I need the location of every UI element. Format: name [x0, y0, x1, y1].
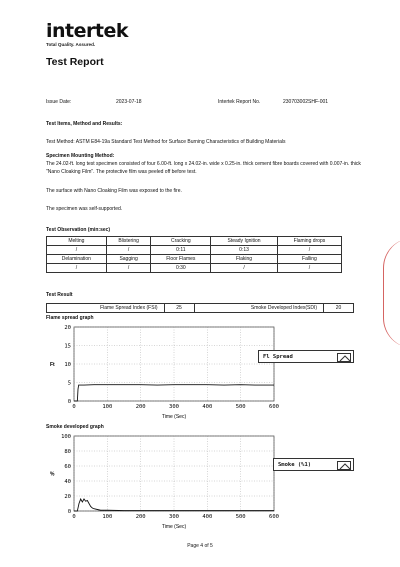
y-tick-label: 20: [64, 324, 71, 331]
smoke-developed-chart: [46, 432, 286, 531]
report-no-value: 230703002SHF-001: [283, 99, 329, 105]
chevron-up-icon: [337, 353, 351, 362]
items-heading: Test Items, Method and Results:: [46, 121, 123, 127]
sdi-value: 20: [324, 304, 354, 313]
x-tick-label: 0: [72, 514, 76, 520]
x-tick-label: 400: [202, 514, 213, 520]
smoke-legend: [273, 458, 354, 471]
x-tick-label: 300: [169, 404, 179, 410]
table-cell: /: [106, 264, 151, 273]
x-tick-label: 400: [202, 404, 213, 410]
table-cell: Cracking: [151, 237, 211, 246]
y-tick-label: 60: [64, 463, 71, 470]
flame-chart-title: Flame spread graph: [46, 315, 94, 321]
intertek-logo: intertek: [46, 20, 128, 42]
table-row: [47, 255, 342, 264]
table-row: [47, 246, 342, 255]
table-row: [47, 237, 342, 246]
chevron-up-icon: [337, 461, 351, 470]
table-cell: Steady Ignition: [211, 237, 278, 246]
y-tick-label: 0: [67, 508, 71, 515]
support-text: The specimen was self-supported.: [46, 206, 123, 212]
observation-table: [46, 236, 342, 273]
y-tick-label: 0: [67, 398, 71, 405]
y-axis-label: Ft: [50, 362, 55, 368]
table-cell: Flaming drops: [277, 237, 341, 246]
sdi-label: Smoke Developed Index(SDI): [194, 304, 324, 313]
report-no-label: Intertek Report No.: [218, 99, 261, 105]
table-cell: 0:11: [151, 246, 211, 255]
table-cell: 0:30: [151, 264, 211, 273]
mounting-heading: Specimen Mounting Method:: [46, 153, 115, 159]
table-cell: /: [106, 246, 151, 255]
y-tick-label: 5: [67, 380, 71, 387]
table-cell: 0:13: [211, 246, 278, 255]
x-tick-label: 600: [269, 514, 279, 520]
issue-date-label: Issue Date:: [46, 99, 72, 105]
table-cell: Falling: [277, 255, 341, 264]
fsi-label: Flame Spread Index (FSI): [47, 304, 165, 313]
table-cell: Blistering: [106, 237, 151, 246]
result-table: [46, 303, 354, 313]
issue-date-value: 2023-07-18: [116, 99, 142, 105]
x-tick-label: 100: [102, 404, 113, 410]
flame-legend-label: Fl Spread: [263, 353, 293, 360]
table-cell: /: [47, 246, 107, 255]
flame-legend: [258, 350, 354, 363]
x-tick-label: 200: [135, 404, 146, 410]
table-cell: /: [277, 264, 341, 273]
seal-stamp: [383, 238, 400, 348]
exposed-text: The surface with Nano Cloaking Film was exposed to the fire.: [46, 188, 182, 194]
x-tick-label: 500: [235, 404, 246, 410]
flame-spread-chart: [46, 323, 286, 421]
mounting-text: The 24.02-ft. long test specimen consisted of four 6.00-ft. long x 24.02-in. wide x 0.25-in. thick cement fibre boards covered with 0.007-in. thick "Nano Cloaking Film". The protective film was peeled off before test.: [46, 161, 361, 175]
x-tick-label: 0: [72, 404, 76, 410]
y-tick-label: 20: [64, 493, 71, 500]
x-tick-label: 200: [135, 514, 146, 520]
y-tick-label: 15: [64, 343, 71, 350]
page-number: Page 4 of 5: [187, 543, 213, 549]
observation-heading: Test Observation (min:sec): [46, 227, 111, 233]
table-cell: Flaking: [211, 255, 278, 264]
smoke-chart-title: Smoke developed graph: [46, 424, 104, 430]
page-title: Test Report: [46, 56, 104, 68]
table-row: [47, 264, 342, 273]
logo-tagline: Total Quality. Assured.: [46, 42, 96, 47]
result-heading: Test Result: [46, 292, 73, 298]
table-cell: Melting: [47, 237, 107, 246]
table-row: [47, 304, 354, 313]
table-cell: /: [211, 264, 278, 273]
x-axis-label: Time (Sec): [161, 524, 187, 530]
smoke-legend-label: Smoke (%1): [278, 461, 312, 468]
x-tick-label: 600: [269, 404, 279, 410]
table-cell: /: [277, 246, 341, 255]
table-cell: Sagging: [106, 255, 151, 264]
y-tick-label: 10: [64, 361, 71, 368]
x-axis-label: Time (Sec): [161, 414, 187, 420]
test-method: Test Method: ASTM E84-19a Standard Test Method for Surface Burning Characteristics of Building Materials: [46, 139, 286, 145]
y-axis-label: %: [50, 471, 55, 478]
x-tick-label: 500: [235, 514, 246, 520]
y-tick-label: 100: [61, 433, 71, 440]
table-cell: Delamination: [47, 255, 107, 264]
x-tick-label: 300: [169, 514, 179, 520]
y-tick-label: 40: [64, 478, 71, 485]
x-tick-label: 100: [102, 514, 113, 520]
table-cell: Floor Flames: [151, 255, 211, 264]
y-tick-label: 80: [64, 448, 71, 455]
fsi-value: 25: [164, 304, 194, 313]
table-cell: /: [47, 264, 107, 273]
